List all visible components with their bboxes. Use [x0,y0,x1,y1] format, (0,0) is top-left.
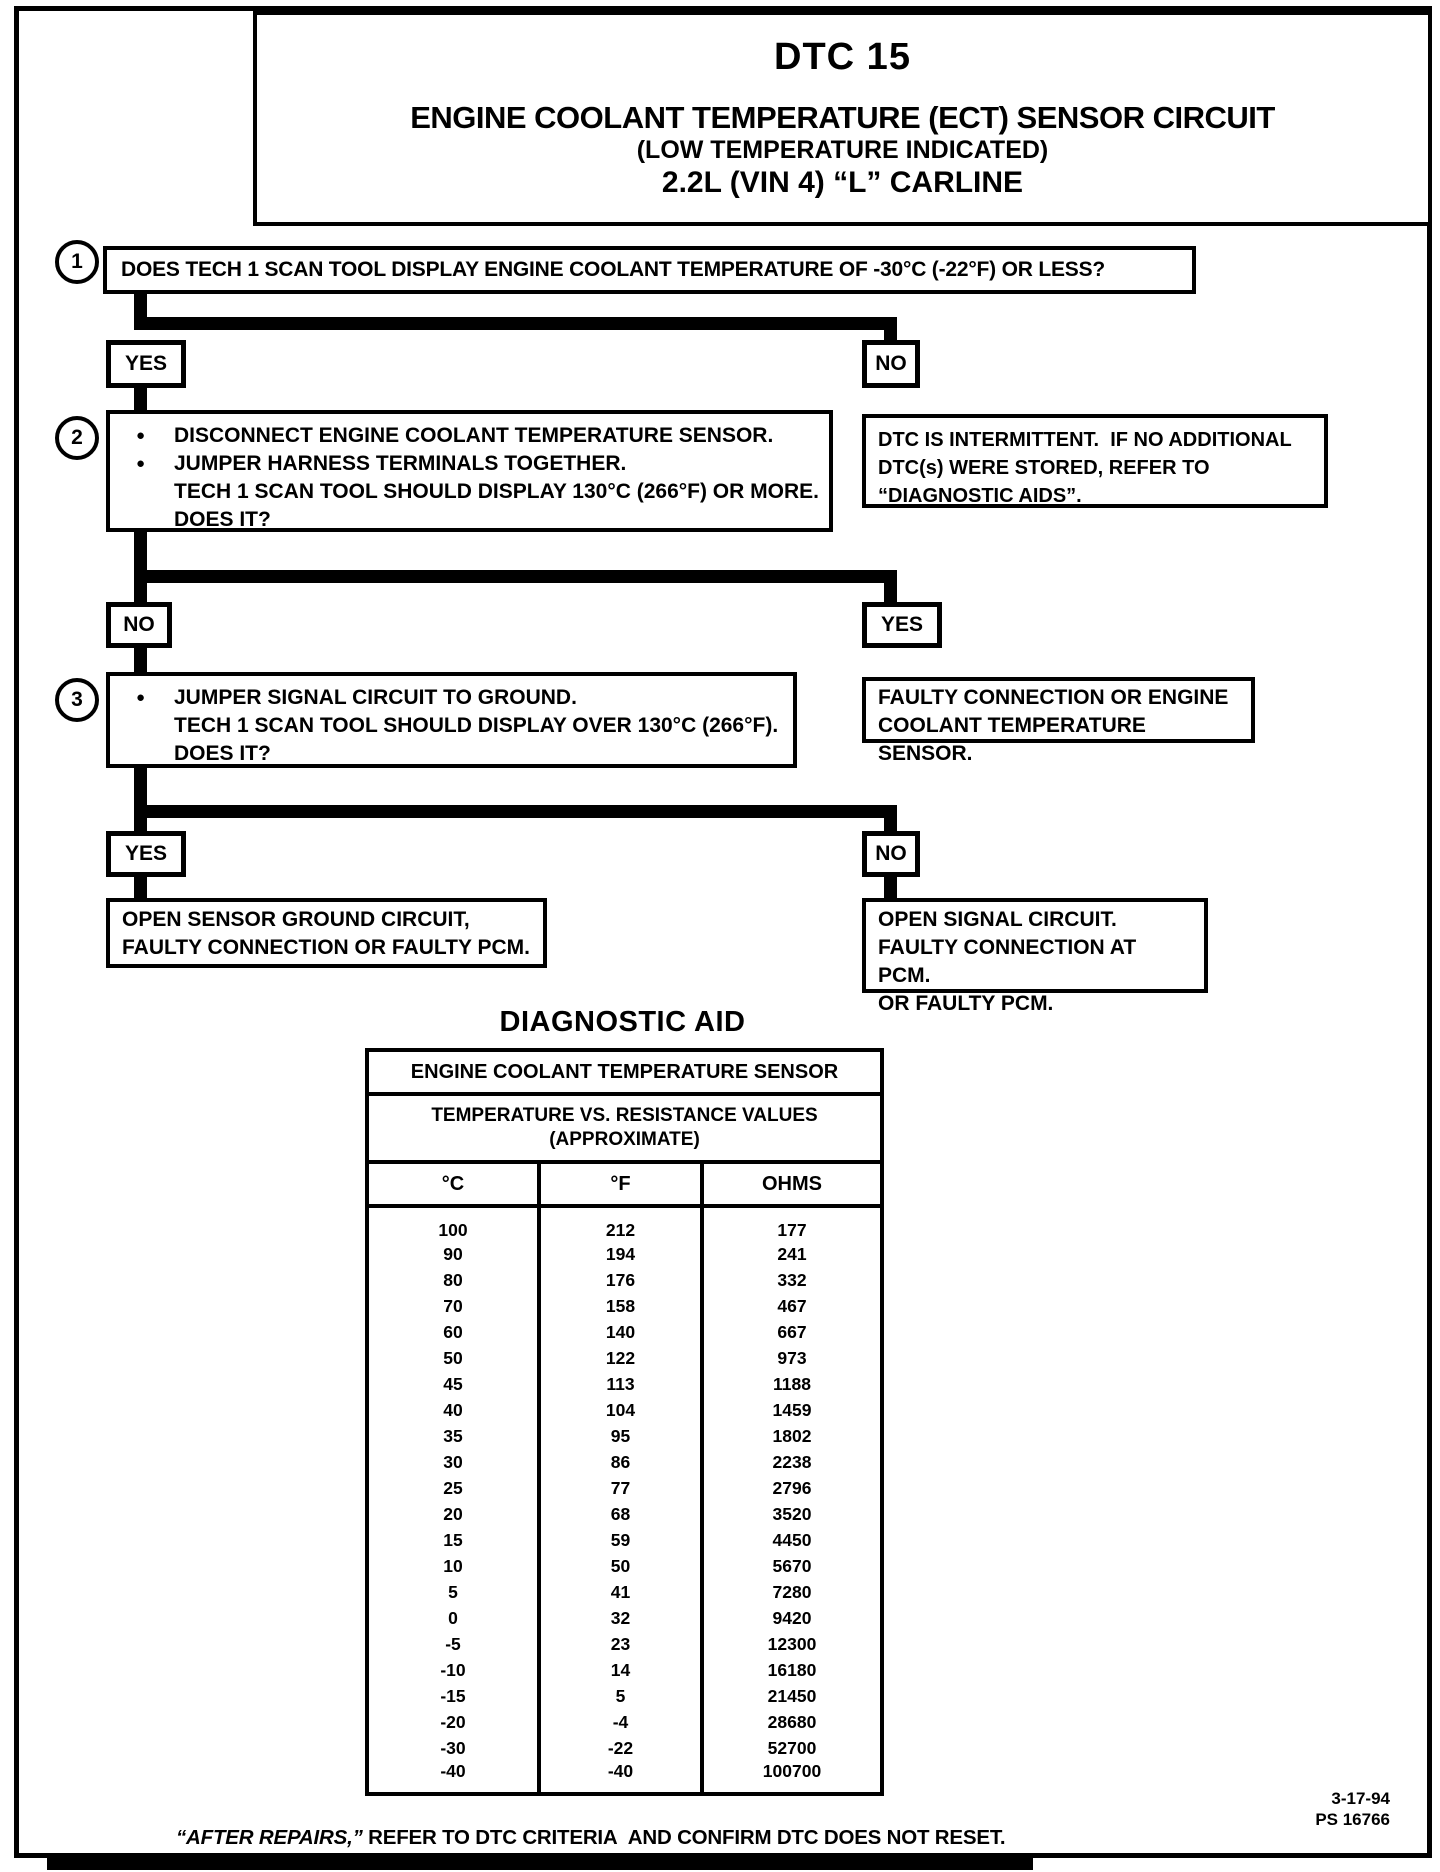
step-3-number-label: 3 [71,688,83,711]
table-row [367,1371,882,1397]
open-ground-line-1: OPEN SENSOR GROUND CIRCUIT, [122,908,470,931]
table-cell: 973 [702,1345,882,1371]
table-row [367,1293,882,1319]
table-cell: 7280 [702,1579,882,1605]
table-cell: 70 [367,1293,539,1319]
step-1-number [55,240,99,284]
table-row [367,1206,882,1241]
connector [134,570,897,583]
table-cell: -40 [539,1761,702,1794]
table-cell: 28680 [702,1709,882,1735]
table-cell: 30 [367,1449,539,1475]
table-subtitle [367,1094,882,1162]
table-cell: 20 [367,1501,539,1527]
table-cell: 80 [367,1267,539,1293]
open-signal-line-2: FAULTY CONNECTION AT PCM. [878,936,1137,987]
table-cell: 158 [539,1293,702,1319]
table-cell: 104 [539,1397,702,1423]
table-row [367,1709,882,1735]
column-header-ohms: OHMS [702,1162,882,1206]
branch-3-yes-label: YES [106,831,186,877]
connector [134,292,147,320]
table-row [367,1345,882,1371]
table-cell: 3520 [702,1501,882,1527]
bullet-icon: ● [136,427,146,444]
table-cell: 15 [367,1527,539,1553]
table-cell: 9420 [702,1605,882,1631]
intermittent-line-2: DTC(s) WERE STORED, REFER TO [878,457,1210,479]
table-cell: 35 [367,1423,539,1449]
step-2-bullet-2: JUMPER HARNESS TERMINALS TOGETHER. [174,452,627,475]
step-1-question: DOES TECH 1 SCAN TOOL DISPLAY ENGINE COOLANT TEMPERATURE OF -30°C (-22°F) OR LESS? [121,258,1106,281]
table-cell: 32 [539,1605,702,1631]
table-cell: 332 [702,1267,882,1293]
table-row [367,1397,882,1423]
table-cell: 59 [539,1527,702,1553]
after-repairs-rest: REFER TO DTC CRITERIA AND CONFIRM DTC DOES NOT RESET. [362,1826,1006,1849]
table-row [367,1735,882,1761]
table-row [367,1267,882,1293]
connector [134,648,147,672]
table-cell: -40 [367,1761,539,1794]
table-cell: -30 [367,1735,539,1761]
scan-artifact-bar [47,1857,1033,1870]
table-cell: 1459 [702,1397,882,1423]
branch-1-yes-label: YES [106,340,186,388]
table-cell: 90 [367,1241,539,1267]
table-row [367,1683,882,1709]
table-cell: -5 [367,1631,539,1657]
table-cell: 2796 [702,1475,882,1501]
faulty-connection-box [862,677,1255,765]
table-cell: 95 [539,1423,702,1449]
table-cell: 86 [539,1449,702,1475]
table-cell: 194 [539,1241,702,1267]
table-row [367,1631,882,1657]
table-cell: 12300 [702,1631,882,1657]
table-cell: 140 [539,1319,702,1345]
table-row [367,1475,882,1501]
faulty-line-1: FAULTY CONNECTION OR ENGINE [878,686,1229,709]
table-cell: -4 [539,1709,702,1735]
connector [134,818,147,831]
table-cell: 100700 [702,1761,882,1794]
table-cell: 77 [539,1475,702,1501]
ps-number: PS 16766 [1315,1810,1390,1829]
table-cell: 4450 [702,1527,882,1553]
table-row [367,1449,882,1475]
table-cell: 10 [367,1553,539,1579]
step-2-line-4: DOES IT? [174,508,271,531]
open-signal-line-1: OPEN SIGNAL CIRCUIT. [878,908,1117,931]
table-cell: 21450 [702,1683,882,1709]
step-3-bullet-1: JUMPER SIGNAL CIRCUIT TO GROUND. [174,686,577,709]
connector [884,818,897,831]
table-row [367,1501,882,1527]
step-3-line-2: TECH 1 SCAN TOOL SHOULD DISPLAY OVER 130°C (266°F). [174,714,779,737]
faulty-line-2: COOLANT TEMPERATURE SENSOR. [878,714,1146,765]
table-row [367,1423,882,1449]
step-2-action-box [106,410,833,532]
title-carline: 2.2L (VIN 4) “L” CARLINE [661,166,1024,199]
step-3-number [55,678,99,722]
bullet-icon: ● [136,455,146,472]
table-row [367,1657,882,1683]
table-title: ENGINE COOLANT TEMPERATURE SENSOR [367,1050,882,1094]
table-cell: 16180 [702,1657,882,1683]
table-row [367,1527,882,1553]
ect-resistance-table [365,1048,884,1796]
table-cell: 467 [702,1293,882,1319]
table-cell: 50 [539,1553,702,1579]
connector [134,583,147,602]
column-header-celsius: °C [367,1162,539,1206]
table-cell: 176 [539,1267,702,1293]
table-cell: 68 [539,1501,702,1527]
branch-2-yes-label: YES [862,602,942,648]
document-id-block [1315,1788,1390,1830]
table-cell: -22 [539,1735,702,1761]
connector [134,388,147,412]
step-2-line [110,450,829,478]
connector [134,805,897,818]
step-3-action-box [106,672,797,768]
table-cell: 25 [367,1475,539,1501]
table-cell: 212 [539,1206,702,1241]
table-cell: 100 [367,1206,539,1241]
table-cell: 60 [367,1319,539,1345]
table-row [367,1553,882,1579]
table-cell: -10 [367,1657,539,1683]
connector [884,583,897,602]
intermittent-line-3: “DIAGNOSTIC AIDS”. [878,485,1082,507]
step-1-number-label: 1 [71,250,83,273]
step-2-bullet-1: DISCONNECT ENGINE COOLANT TEMPERATURE SENSOR. [174,424,774,447]
open-signal-line-3: OR FAULTY PCM. [878,992,1054,1015]
branch-3-no-label: NO [862,831,920,877]
column-header-fahrenheit: °F [539,1162,702,1206]
step-2-line-3: TECH 1 SCAN TOOL SHOULD DISPLAY 130°C (266°F) OR MORE. [174,480,819,503]
step-3-line-3: DOES IT? [174,742,271,765]
table-cell: 23 [539,1631,702,1657]
step-2-line [110,422,829,450]
table-cell: 1188 [702,1371,882,1397]
dtc-code-title: DTC 15 [774,36,911,78]
step-2-number [55,416,99,460]
table-cell: 0 [367,1605,539,1631]
open-ground-result-box [106,898,547,968]
table-cell: 5 [539,1683,702,1709]
branch-1-no-label: NO [862,340,920,388]
table-cell: 41 [539,1579,702,1605]
table-row [367,1579,882,1605]
ect-table-body [367,1206,882,1794]
table-cell: 2238 [702,1449,882,1475]
table-cell: 14 [539,1657,702,1683]
table-row [367,1605,882,1631]
title-condition: (LOW TEMPERATURE INDICATED) [636,136,1049,164]
intermittent-line-1: DTC IS INTERMITTENT. IF NO ADDITIONAL [878,429,1292,451]
table-cell: -20 [367,1709,539,1735]
open-ground-line-2: FAULTY CONNECTION OR FAULTY PCM. [122,936,530,959]
table-cell: 241 [702,1241,882,1267]
title-block [253,11,1432,226]
branch-2-no-label: NO [106,602,172,648]
table-row [367,1761,882,1794]
step-1-question-box [103,246,1196,294]
table-cell: 667 [702,1319,882,1345]
table-cell: 122 [539,1345,702,1371]
title-circuit: ENGINE COOLANT TEMPERATURE (ECT) SENSOR CIRCUIT [410,100,1275,135]
connector [134,532,147,572]
table-cell: 40 [367,1397,539,1423]
open-signal-result-box [862,898,1208,1015]
diagnostic-aid-heading: DIAGNOSTIC AID [499,1006,746,1038]
table-row [367,1241,882,1267]
table-cell: 113 [539,1371,702,1397]
table-cell: 5670 [702,1553,882,1579]
table-subtitle-line-1: TEMPERATURE VS. RESISTANCE VALUES [431,1105,818,1126]
table-cell: 50 [367,1345,539,1371]
table-cell: 1802 [702,1423,882,1449]
table-cell: 177 [702,1206,882,1241]
step-3-line [110,684,793,712]
table-cell: 45 [367,1371,539,1397]
connector [884,877,897,898]
revision-date: 3-17-94 [1331,1789,1390,1808]
table-cell: 5 [367,1579,539,1605]
table-row [367,1319,882,1345]
after-repairs-note [176,1826,1005,1850]
table-cell: -15 [367,1683,539,1709]
table-cell: 52700 [702,1735,882,1761]
bullet-icon: ● [136,689,146,706]
after-repairs-quote: “AFTER REPAIRS,” [176,1826,363,1849]
step-2-number-label: 2 [71,426,83,449]
table-subtitle-line-2: (APPROXIMATE) [549,1129,700,1150]
connector [134,317,897,330]
connector [134,768,147,805]
dtc-intermittent-box [862,414,1328,508]
connector [134,877,147,898]
